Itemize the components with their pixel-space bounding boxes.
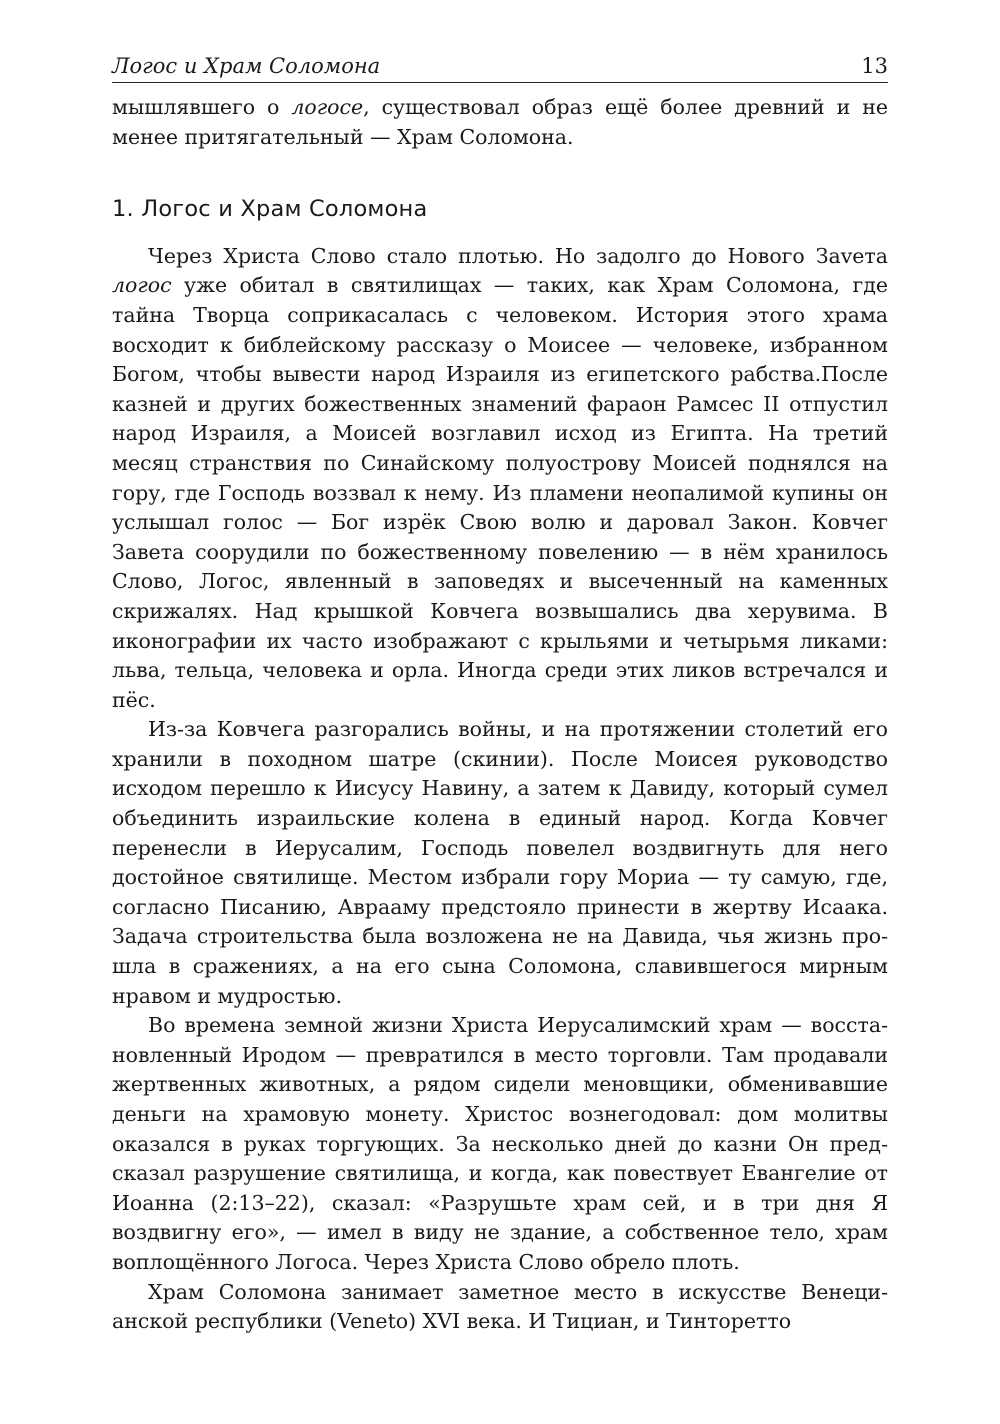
continuation-paragraph: [112, 93, 888, 152]
page-number: 13: [861, 54, 888, 78]
body-text: [112, 93, 888, 1337]
running-head-title: Логос и Храм Соломона: [112, 54, 381, 78]
text-run: , существовал образ ещё более древний и не менее притягательный — Храм Соломона.: [112, 95, 888, 149]
running-head: [112, 54, 888, 83]
text-run: мышлявшего о: [112, 95, 292, 119]
text-run: уже обитал в святилищах — таких, как Храм Соломона, где тайна Творца соприкасалась с человеком. История этого храма восходит к библейскому рассказу о Моисее — человеке, избранном Богом, чтобы вывести народ Израиля из египетского рабства.После казней и других божественных знамений фараон Рамсес II отпустил народ Израиля, а Моисей возглавил исход из Египта. На третий месяц странствия по Синайскому полуострову Моисей поднялся на гору, где Господь воззвал к нему. Из пламени неопалимой купины он услышал голос — Бог изрёк Свою волю и даровал Закон. Ковчег Завета соорудили по божественному повелению — в нём хранилось Слово, Логос, явленный в заповедях и высеченный на каменных скрижалях. Над крышкой Ковчега возвышались два херувима. В иконографии их часто изображают с крыльями и четырьмя ликами: льва, тельца, человека и орла. Иногда среди этих ликов встречался и пёс.: [112, 273, 888, 712]
section-heading: 1. Логос и Храм Соломона: [112, 196, 428, 223]
paragraph-4: Храм Соломона занимает заметное место в искусстве Венецианской республики (Veneto) XVI века. И Тициан, и Тинторетто: [112, 1279, 888, 1334]
paragraph-2: Из-за Ковчега разгорались войны, и на протяжении столетий его хранили в походном шатре (скинии). После Моисея руководство исходом перешло к Иисусу Навину, а затем к Давиду, который сумел объединить израильские колена в единый народ. Когда Ковчег перенесли в Иерусалим, Господь повелел воздвигнуть для него достойное святилище. Местом избрали гору Мориа — ту самую, где, согласно Писанию, Аврааму предстояло принести в жертву Исаака. Задача строительства была возложена не на Давида, чья жизнь прошла в сражениях, а на его сына Соломона, славившегося мирным нравом и мудростью.: [112, 717, 888, 1008]
paragraph-3: Во времена земной жизни Христа Иерусалимский храм — восстановленный Иродом — превратился в место торговли. Там продавали жертвенных животных, а рядом сидели меновщики, обменивавшие деньги на храмовую монету. Христос вознегодовал: дом молитвы оказался в руках торгующих. За несколько дней до казни Он предсказал разрушение святилища, и когда, как повествует Евангелие от Иоанна (2:13–22), сказал: «Разрушьте храм сей, и в три дня Я воздвигну его», — имел в виду не здание, а собственное тело, храм воплощённого Логоса. Через Христа Слово обрело плоть.: [112, 1013, 888, 1274]
book-page: [112, 54, 888, 1337]
text-run: Через Христа Слово стало плотью. Но задолго до Нового Заvета: [148, 243, 888, 268]
emphasis-term: логосе: [291, 95, 364, 119]
paragraph-1: [112, 242, 888, 716]
emphasis-term: логос: [112, 273, 172, 298]
